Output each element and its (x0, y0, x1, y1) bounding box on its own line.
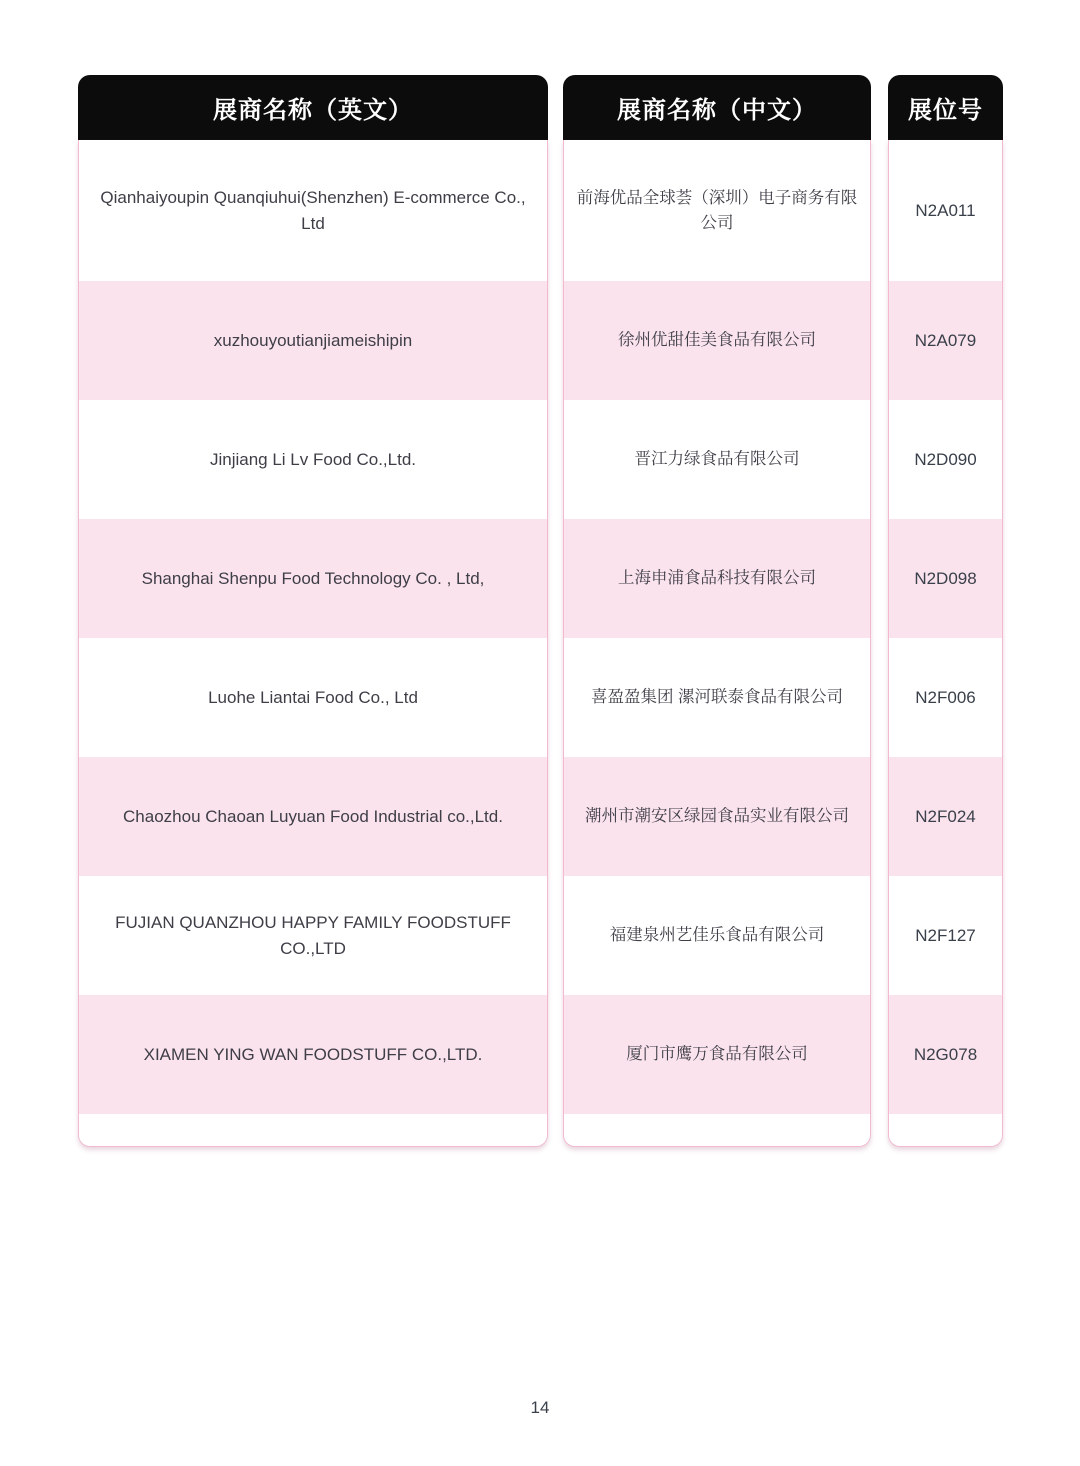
exhibitor-name-en: Chaozhou Chaoan Luyuan Food Industrial co.,Ltd. (79, 757, 547, 876)
column-chinese-body (563, 140, 871, 1147)
page-number: 14 (530, 1398, 550, 1417)
column-booth-body (888, 140, 1003, 1147)
column-header-english: 展商名称（英文） (78, 75, 548, 140)
column-booth (888, 75, 1003, 1147)
exhibitor-name-zh: 晋江力绿食品有限公司 (564, 400, 870, 519)
column-english-body (78, 140, 548, 1147)
exhibitor-name-en: Luohe Liantai Food Co., Ltd (79, 638, 547, 757)
exhibitor-name-zh: 前海优品全球荟（深圳）电子商务有限公司 (564, 140, 870, 281)
exhibitor-name-en: FUJIAN QUANZHOU HAPPY FAMILY FOODSTUFF CO.,LTD (79, 876, 547, 995)
column-header-booth: 展位号 (888, 75, 1003, 140)
exhibitor-name-en: Jinjiang Li Lv Food Co.,Ltd. (79, 400, 547, 519)
exhibitor-name-en: xuzhouyoutianjiameishipin (79, 281, 547, 400)
booth-number: N2F127 (889, 876, 1002, 995)
empty-row (564, 1114, 870, 1146)
exhibitor-name-zh: 厦门市鹰万食品有限公司 (564, 995, 870, 1114)
column-english (78, 75, 548, 1147)
booth-number: N2F006 (889, 638, 1002, 757)
booth-number: N2A079 (889, 281, 1002, 400)
exhibitor-name-en: Shanghai Shenpu Food Technology Co. , Ltd, (79, 519, 547, 638)
exhibitor-name-zh: 喜盈盈集团 漯河联泰食品有限公司 (564, 638, 870, 757)
exhibitor-table (78, 75, 1003, 1147)
empty-row (79, 1114, 547, 1146)
column-header-chinese: 展商名称（中文） (563, 75, 871, 140)
booth-number: N2G078 (889, 995, 1002, 1114)
empty-row (889, 1114, 1002, 1146)
exhibitor-name-zh: 徐州优甜佳美食品有限公司 (564, 281, 870, 400)
booth-number: N2A011 (889, 140, 1002, 281)
column-chinese (563, 75, 871, 1147)
booth-number: N2D098 (889, 519, 1002, 638)
booth-number: N2F024 (889, 757, 1002, 876)
exhibitor-name-zh: 潮州市潮安区绿园食品实业有限公司 (564, 757, 870, 876)
exhibitor-name-zh: 上海申浦食品科技有限公司 (564, 519, 870, 638)
exhibitor-name-en: XIAMEN YING WAN FOODSTUFF CO.,LTD. (79, 995, 547, 1114)
exhibitor-name-zh: 福建泉州艺佳乐食品有限公司 (564, 876, 870, 995)
exhibitor-name-en: Qianhaiyoupin Quanqiuhui(Shenzhen) E-commerce Co., Ltd (79, 140, 547, 281)
booth-number: N2D090 (889, 400, 1002, 519)
